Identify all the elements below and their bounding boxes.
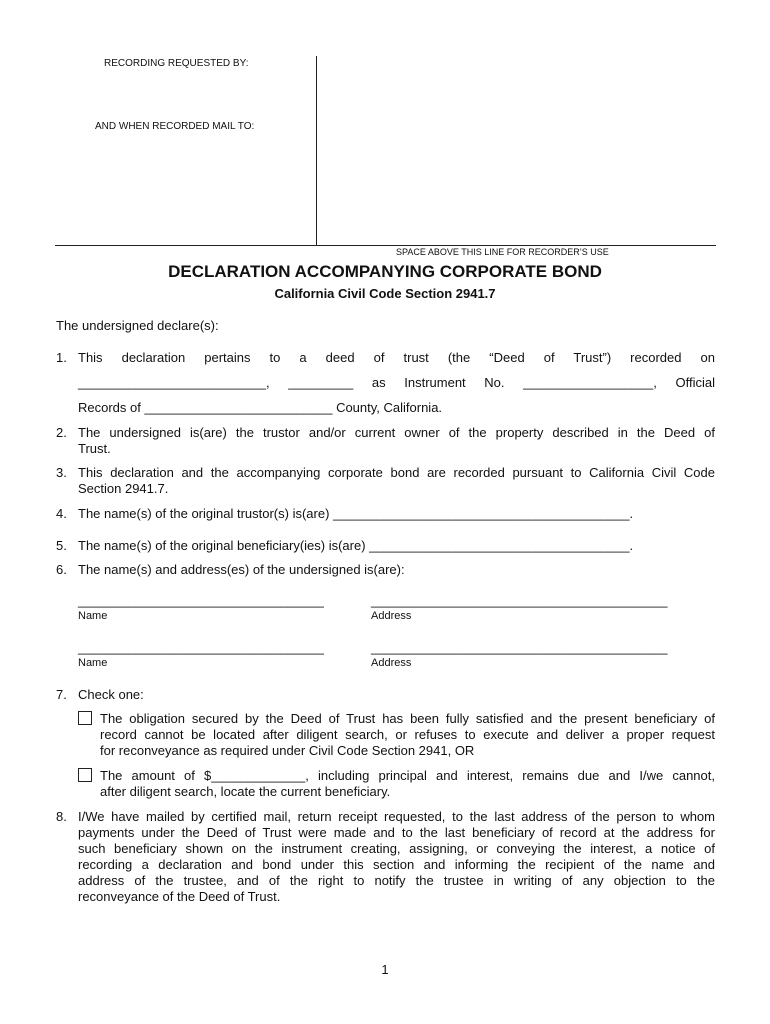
item-3-number: 3. [56,465,67,480]
item-8-line-6: reconveyance of the Deed of Trust. [78,889,281,904]
item-3-line-1: This declaration and the accompanying corporate bond are recorded pursuant to California Civil Code [78,465,715,480]
address-line-1[interactable]: _________________________________________ [371,593,668,608]
recording-requested-by-label: RECORDING REQUESTED BY: [104,58,249,69]
page-number: 1 [381,962,389,977]
option-1-checkbox[interactable] [78,711,92,725]
item-7-number: 7. [56,687,67,702]
item-8-number: 8. [56,809,67,824]
name-label-2: Name [78,657,108,669]
item-8-line-4: recording a declaration and bond under this section and informing the recipient of the name and [78,857,715,872]
item-1-number: 1. [56,350,67,365]
item-2-line-1: The undersigned is(are) the trustor and/or current owner of the property described in the Deed of [78,425,715,440]
document-title: DECLARATION ACCOMPANYING CORPORATE BOND [168,262,602,281]
item-2-number: 2. [56,425,67,440]
space-above-note: SPACE ABOVE THIS LINE FOR RECORDER’S USE [396,247,609,257]
recorder-divider-horizontal [55,245,716,246]
option-1-line-2: record cannot be located after diligent search, or refuses to execute and deliver a proper request [100,727,715,742]
item-1-line-1: This declaration pertains to a deed of trust (the “Deed of Trust”) recorded on [78,350,715,365]
address-label-2: Address [371,657,412,669]
item-5-number: 5. [56,538,67,553]
when-recorded-mail-to-label: AND WHEN RECORDED MAIL TO: [95,121,255,132]
item-1-line-3: Records of __________________________ County, California. [78,400,443,415]
item-2-line-2: Trust. [78,441,111,456]
option-1-line-1: The obligation secured by the Deed of Trust has been fully satisfied and the present beneficiary of [100,711,715,726]
item-4-number: 4. [56,506,67,521]
address-label-1: Address [371,610,412,622]
option-2-line-2: after diligent search, locate the current beneficiary. [100,784,391,799]
item-6-text: The name(s) and address(es) of the undersigned is(are): [78,562,405,577]
item-1-line-2: __________________________, _________ as Instrument No. __________________, Official [78,375,715,390]
name-line-2[interactable]: __________________________________ [78,640,324,655]
item-8-line-5: address of the trustee, and of the right to notify the trustee in writing of any objection to the [78,873,715,888]
recorder-divider-vertical [316,56,317,246]
item-3-line-2: Section 2941.7. [78,481,169,496]
address-line-2[interactable]: _________________________________________ [371,640,668,655]
option-2-line-1: The amount of $_____________, including principal and interest, remains due and I/we cannot, [100,768,715,783]
name-label-1: Name [78,610,108,622]
item-4-text: The name(s) of the original trustor(s) is(are) _________________________________________. [78,506,634,521]
item-5-text: The name(s) of the original beneficiary(ies) is(are) ____________________________________. [78,538,634,553]
item-6-number: 6. [56,562,67,577]
option-2-checkbox[interactable] [78,768,92,782]
option-1-line-3: for reconveyance as required under Civil Code Section 2941, OR [100,743,475,758]
item-8-line-2: payments under the Deed of Trust were made and to the last beneficiary of record at the address for [78,825,715,840]
item-8-line-3: such beneficiary shown on the instrument creating, assigning, or conveying the interest, a notice of [78,841,715,856]
intro-text: The undersigned declare(s): [56,318,219,333]
document-subtitle: California Civil Code Section 2941.7 [274,286,496,301]
name-line-1[interactable]: __________________________________ [78,593,324,608]
item-8-line-1: I/We have mailed by certified mail, return receipt requested, to the last address of the person to whom [78,809,715,824]
item-7-text: Check one: [78,687,144,702]
